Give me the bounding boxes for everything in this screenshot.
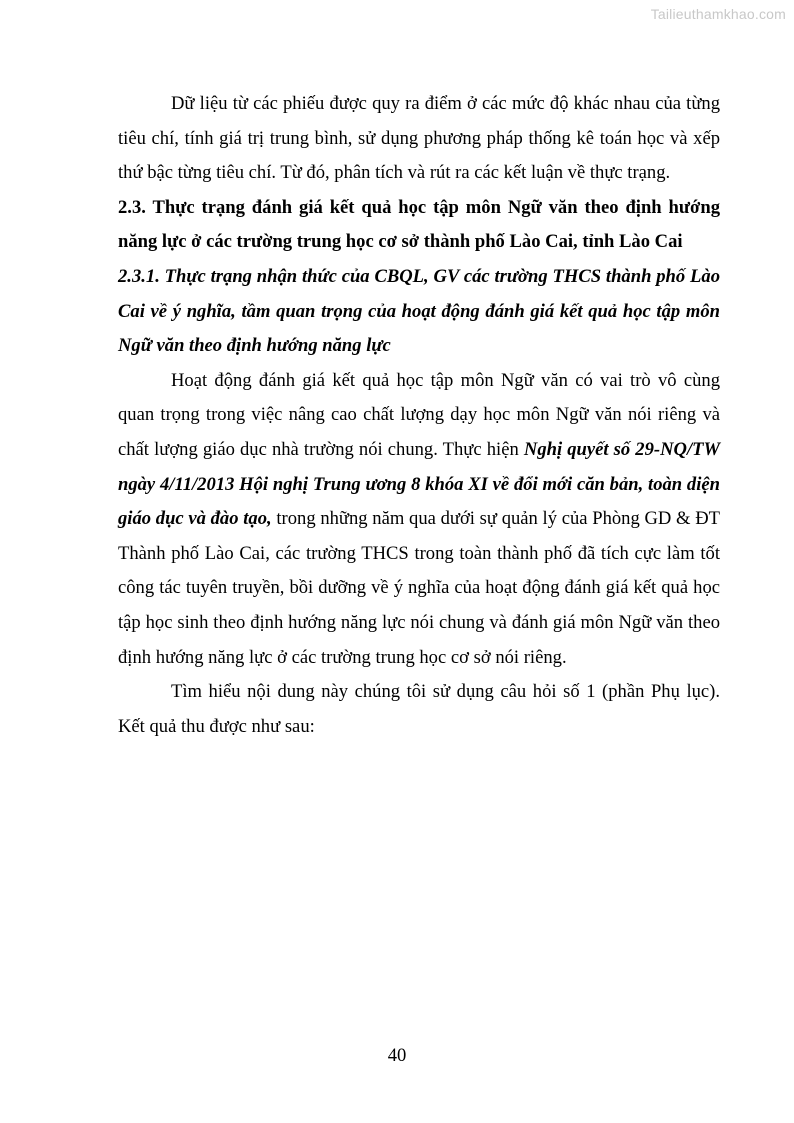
paragraph-text: trong những năm qua dưới sự quản lý của Phòng GD & ĐT Thành phố Lào Cai, các trường THCS trong toàn thành phố đã tích cực làm tốt công tác tuyên truyền, bồi dưỡng về ý nghĩa của hoạt động đánh giá kết quả học tập học sinh theo định hướng năng lực nói chung và đánh giá môn Ngữ văn theo định hướng năng lực ở các trường trung học cơ sở nói riêng.	[118, 508, 721, 668]
paragraph-text: Hoạt động đánh giá kết quả học tập môn Ngữ văn có vai trò vô cùng quan trọng trong việc nâng cao chất lượng dạy học môn Ngữ văn nói riêng và chất lượng giáo dục nhà trường nói chung. Thực hiện	[118, 369, 720, 460]
resolution-reference: Nghị quyết số 29-NQ/TW ngày 4/11/2013 Hội nghị Trung ương 8 khóa XI về đổi mới căn bản, toàn diện giáo dục và đào tạo,	[118, 438, 721, 530]
document-body	[118, 87, 720, 744]
page-number: 40	[387, 1045, 407, 1066]
paragraph-data-processing: Dữ liệu từ các phiếu được quy ra điểm ở các mức độ khác nhau của từng tiêu chí, tính giá trị trung bình, sử dụng phương pháp thống kê toán học và xếp thứ bậc từng tiêu chí. Từ đó, phân tích và rút ra các kết luận về thực trạng.	[118, 93, 720, 184]
paragraph-assessment-role	[118, 364, 720, 675]
paragraph-survey-method: Tìm hiểu nội dung này chúng tôi sử dụng câu hỏi số 1 (phần Phụ lục). Kết quả thu được như sau:	[118, 681, 720, 737]
watermark-text: Tailieuthamkhao.com	[650, 6, 786, 22]
section-heading-2-3: 2.3. Thực trạng đánh giá kết quả học tập môn Ngữ văn theo định hướng năng lực ở các trường trung học cơ sở thành phố Lào Cai, tỉnh Lào Cai	[118, 196, 720, 253]
subsection-heading-2-3-1: 2.3.1. Thực trạng nhận thức của CBQL, GV các trường THCS thành phố Lào Cai về ý nghĩa, tầm quan trọng của hoạt động đánh giá kết quả học tập môn Ngữ văn theo định hướng năng lực	[118, 265, 720, 357]
